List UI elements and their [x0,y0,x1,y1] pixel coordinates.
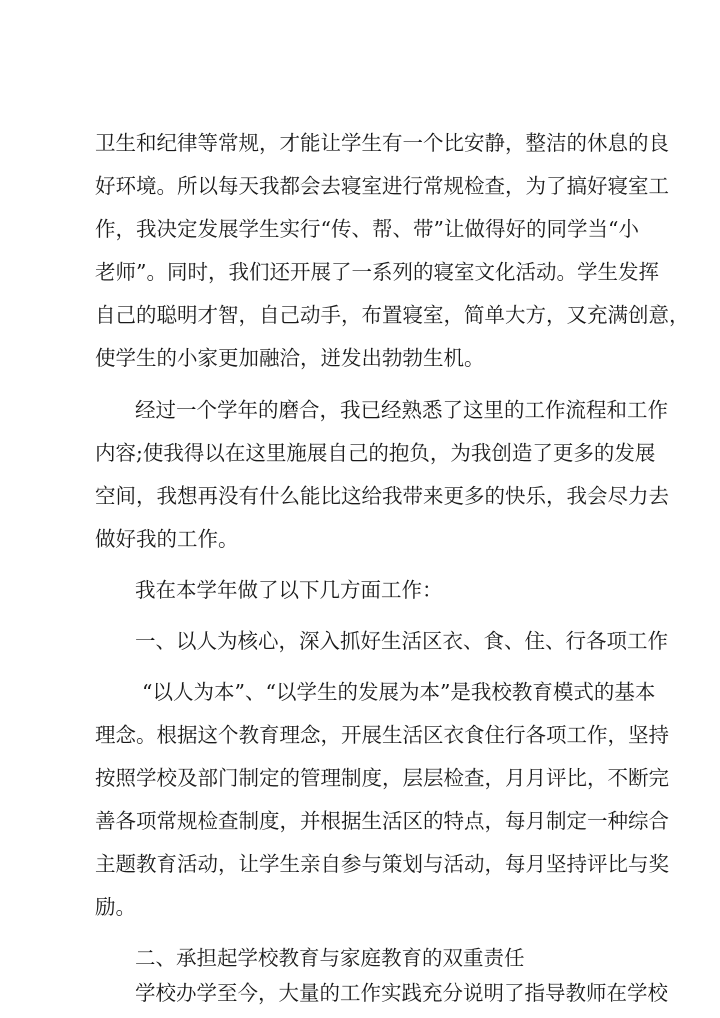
paragraph-line: 励。 [95,895,136,919]
paragraph-line: 卫生和纪律等常规，才能让学生有一个比安静，整洁的休息的良 [95,131,669,155]
paragraph-line: 作，我决定发展学生实行“传、帮、带”让做得好的同学当“小 [95,217,639,241]
paragraph-line: “以人为本”、“以学生的发展为本”是我校教育模式的基本 [142,680,656,704]
paragraph-line: 自己的聪明才智，自己动手，布置寝室，简单大方，又充满创意， [95,303,690,327]
paragraph-line: 按照学校及部门制定的管理制度，层层检查，月月评比，不断完 [95,766,669,790]
paragraph-line: 善各项常规检查制度，并根据生活区的特点，每月制定一种综合 [95,809,669,833]
paragraph-line: 内容;使我得以在这里施展自己的抱负，为我创造了更多的发展 [95,441,656,465]
paragraph-line: 空间，我想再没有什么能比这给我带来更多的快乐，我会尽力去 [95,484,669,508]
paragraph-line: 主题教育活动，让学生亲自参与策划与活动，每月坚持评比与奖 [95,852,669,876]
paragraph-line: 好环境。所以每天我都会去寝室进行常规检查，为了搞好寝室工 [95,174,669,198]
paragraph-line: 我在本学年做了以下几方面工作： [135,578,443,602]
section-heading: 二、承担起学校教育与家庭教育的双重责任 [135,946,525,970]
paragraph-line: 使学生的小家更加融洽，迸发出勃勃生机。 [95,346,485,370]
section-heading: 一、以人为核心，深入抓好生活区衣、食、住、行各项工作 [135,629,668,653]
paragraph-line: 理念。根据这个教育理念，开展生活区衣食住行各项工作，坚持 [95,723,669,747]
paragraph-line: 经过一个学年的磨合，我已经熟悉了这里的工作流程和工作 [135,398,668,422]
paragraph-line: 学校办学至今，大量的工作实践充分说明了指导教师在学校 [135,981,668,1005]
paragraph-line: 老师”。同时，我们还开展了一系列的寝室文化活动。学生发挥 [95,260,659,284]
paragraph-line: 做好我的工作。 [95,527,239,551]
